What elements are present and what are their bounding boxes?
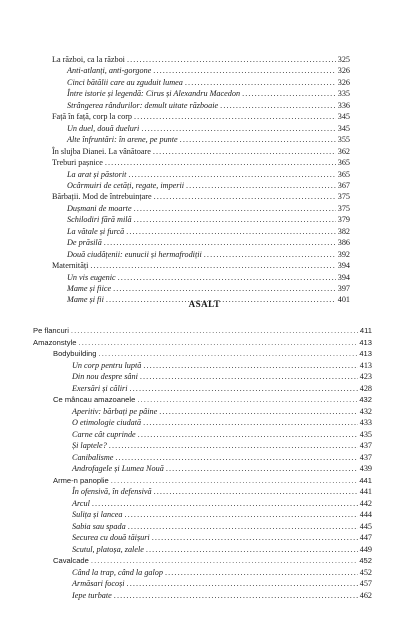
toc-entry[interactable] xyxy=(0,590,409,601)
dot-leader xyxy=(78,337,357,348)
toc-entry-page-number: 401 xyxy=(337,295,350,304)
dot-leader xyxy=(140,371,358,382)
toc-entry-title: Dușmani de moarte xyxy=(67,204,132,213)
dot-leader xyxy=(159,406,357,417)
toc-entry-title: Cinci bătălii care au zguduit lumea xyxy=(67,78,183,87)
toc-entry[interactable] xyxy=(0,429,409,440)
toc-entry-page-number: 423 xyxy=(359,372,372,381)
toc-entry-page-number: 336 xyxy=(337,101,350,110)
toc-entry-page-number: 345 xyxy=(337,112,350,121)
toc-entry[interactable] xyxy=(0,555,409,566)
toc-entry-page-number: 362 xyxy=(337,147,350,156)
dot-leader xyxy=(186,180,336,191)
toc-entry-page-number: 433 xyxy=(359,418,372,427)
toc-entry[interactable] xyxy=(0,567,409,578)
dot-leader xyxy=(134,111,336,122)
toc-entry[interactable] xyxy=(0,521,409,532)
dot-leader xyxy=(143,417,358,428)
toc-entry-title: Securea cu două tăișuri xyxy=(72,533,150,542)
toc-entry-title: Două ciudățenii: eunucii și hermafrodiții xyxy=(67,250,202,259)
toc-entry-title: Față în față, corp la corp xyxy=(52,112,133,121)
dot-leader xyxy=(111,475,358,486)
toc-entry-page-number: 413 xyxy=(359,349,372,358)
toc-entry-page-number: 375 xyxy=(337,192,350,201)
toc-entry[interactable] xyxy=(0,272,409,283)
toc-entry-title: La arat și păstorit xyxy=(67,170,127,179)
toc-entry-page-number: 386 xyxy=(337,238,350,247)
dot-leader xyxy=(128,169,335,180)
toc-entry-page-number: 462 xyxy=(359,591,372,600)
toc-entry[interactable] xyxy=(0,88,409,99)
toc-entry[interactable] xyxy=(0,157,409,168)
toc-entry-page-number: 447 xyxy=(359,533,372,542)
dot-leader xyxy=(105,157,336,168)
toc-entry-title: Ocârmuiri de cetăți, regate, imperii xyxy=(67,181,185,190)
toc-entry[interactable] xyxy=(0,452,409,463)
dot-leader xyxy=(115,452,357,463)
toc-entry-title: Arme-n panoplie xyxy=(53,476,109,485)
toc-entry-title: La vătale și furcă xyxy=(67,227,125,236)
toc-entry[interactable] xyxy=(0,532,409,543)
dot-leader xyxy=(242,88,336,99)
dot-leader xyxy=(152,532,358,543)
toc-entry-page-number: 457 xyxy=(359,579,372,588)
toc-entry-title: În ofensivă, în defensivă xyxy=(72,487,152,496)
dot-leader xyxy=(185,77,336,88)
toc-entry-page-number: 375 xyxy=(337,204,350,213)
dot-leader xyxy=(137,394,357,405)
dot-leader xyxy=(141,123,335,134)
toc-entry-page-number: 355 xyxy=(337,135,350,144)
toc-entry-page-number: 439 xyxy=(359,464,372,473)
toc-entry[interactable] xyxy=(0,283,409,294)
toc-entry-page-number: 432 xyxy=(359,407,372,416)
dot-leader xyxy=(124,509,357,520)
toc-entry-page-number: 449 xyxy=(359,545,372,554)
toc-entry-page-number: 452 xyxy=(359,568,372,577)
dot-leader xyxy=(154,191,336,202)
dot-leader xyxy=(91,555,357,566)
toc-entry[interactable] xyxy=(0,337,409,348)
toc-entry-title: Mame și fiice xyxy=(67,284,112,293)
dot-leader xyxy=(180,134,336,145)
toc-entry-page-number: 365 xyxy=(337,170,350,179)
dot-leader xyxy=(134,214,336,225)
dot-leader xyxy=(143,360,357,371)
dot-leader xyxy=(71,325,358,336)
toc-entry-title: Armăsari focoși xyxy=(72,579,125,588)
dot-leader xyxy=(92,498,358,509)
toc-entry-title: Bodybuilding xyxy=(53,349,97,358)
toc-entry-page-number: 382 xyxy=(337,227,350,236)
toc-entry[interactable] xyxy=(0,509,409,520)
toc-entry-page-number: 367 xyxy=(337,181,350,190)
toc-entry[interactable] xyxy=(0,134,409,145)
toc-entry-page-number: 397 xyxy=(337,284,350,293)
toc-entry[interactable] xyxy=(0,180,409,191)
toc-entry-title: Pe flancuri xyxy=(33,326,69,335)
toc-entry[interactable] xyxy=(0,394,409,405)
toc-entry-title: Carne cât cuprinde xyxy=(72,430,136,439)
toc-entry-title: Arcul xyxy=(72,499,90,508)
toc-entry[interactable] xyxy=(0,417,409,428)
toc-entry[interactable] xyxy=(0,371,409,382)
toc-entry-page-number: 345 xyxy=(337,124,350,133)
toc-entry-page-number: 394 xyxy=(337,273,350,282)
toc-entry-page-number: 428 xyxy=(359,384,372,393)
toc-entry-page-number: 445 xyxy=(359,522,372,531)
toc-entry[interactable] xyxy=(0,325,409,336)
toc-entry-title: La război, ca la război xyxy=(52,55,125,64)
section-heading: ASALT xyxy=(188,299,221,309)
dot-leader xyxy=(109,440,358,451)
dot-leader xyxy=(165,567,358,578)
toc-entry-page-number: 435 xyxy=(359,430,372,439)
dot-leader xyxy=(90,260,335,271)
toc-entry-title: Treburi pașnice xyxy=(52,158,103,167)
toc-entry-title: Amazonstyle xyxy=(33,338,77,347)
toc-entry-title: Maternități xyxy=(52,261,89,270)
toc-entry-page-number: 326 xyxy=(337,66,350,75)
toc-entry-title: Anti-atlanți, anti-gorgone xyxy=(67,66,152,75)
toc-entry[interactable] xyxy=(0,383,409,394)
toc-entry-title: De prăsilă xyxy=(67,238,102,247)
toc-entry-title: Sulița și lancea xyxy=(72,510,123,519)
toc-entry-page-number: 442 xyxy=(359,499,372,508)
toc-entry-title: În slujba Dianei. La vânătoare xyxy=(52,147,151,156)
dot-leader xyxy=(128,521,358,532)
toc-entry-title: Ce mâncau amazoanele xyxy=(53,395,136,404)
toc-entry[interactable] xyxy=(0,475,409,486)
toc-entry-title: Iepe turbate xyxy=(72,591,112,600)
dot-leader xyxy=(130,383,358,394)
toc-entry[interactable] xyxy=(0,237,409,248)
toc-entry-title: Un corp pentru luptă xyxy=(72,361,142,370)
dot-leader xyxy=(138,429,358,440)
dot-leader xyxy=(153,65,335,76)
toc-entry-title: Aperitiv: bărbați pe pâine xyxy=(72,407,158,416)
toc-entry[interactable] xyxy=(0,169,409,180)
toc-entry-page-number: 411 xyxy=(359,326,372,335)
toc-entry-page-number: 437 xyxy=(359,441,372,450)
toc-entry-page-number: 365 xyxy=(337,158,350,167)
toc-entry[interactable] xyxy=(0,440,409,451)
dot-leader xyxy=(204,249,336,260)
toc-entry-page-number: 413 xyxy=(359,338,372,347)
toc-entry-title: Mame și fii xyxy=(67,295,104,304)
dot-leader xyxy=(166,463,358,474)
toc-entry-page-number: 452 xyxy=(359,556,372,565)
toc-entry-page-number: 437 xyxy=(359,453,372,462)
toc-entry[interactable] xyxy=(0,146,409,157)
toc-entry-title: Între istorie și legendă: Cirus și Alexandru Macedon xyxy=(67,89,241,98)
dot-leader xyxy=(118,272,336,283)
toc-entry[interactable] xyxy=(0,123,409,134)
toc-entry-page-number: 325 xyxy=(337,55,350,64)
dot-leader xyxy=(127,578,358,589)
toc-entry[interactable] xyxy=(0,260,409,271)
dot-leader xyxy=(220,100,336,111)
toc-entry-title: Alte înfruntări: în arene, pe punte xyxy=(67,135,178,144)
toc-entry[interactable] xyxy=(0,348,409,359)
dot-leader xyxy=(153,146,336,157)
toc-entry-title: O etimologie ciudată xyxy=(72,418,142,427)
dot-leader xyxy=(134,203,336,214)
toc-entry-title: Androfagele și Lumea Nouă xyxy=(72,464,164,473)
toc-entry-title: Cavalcade xyxy=(53,556,89,565)
toc-entry-title: Când la trap, când la galop xyxy=(72,568,163,577)
toc-entry-page-number: 379 xyxy=(337,215,350,224)
toc-entry[interactable] xyxy=(0,77,409,88)
toc-entry-page-number: 441 xyxy=(359,487,372,496)
toc-entry-page-number: 326 xyxy=(337,78,350,87)
toc-entry[interactable] xyxy=(0,578,409,589)
toc-entry[interactable] xyxy=(0,249,409,260)
toc-entry-title: Scutul, platoșa, zalele xyxy=(72,545,144,554)
dot-leader xyxy=(99,348,358,359)
toc-entry[interactable] xyxy=(0,191,409,202)
toc-entry-page-number: 441 xyxy=(359,476,372,485)
dot-leader xyxy=(114,590,358,601)
dot-leader xyxy=(127,54,336,65)
dot-leader xyxy=(104,237,336,248)
toc-entry-title: Sabia sau spada xyxy=(72,522,126,531)
toc-entry-title: Bărbații. Mod de întrebuințare xyxy=(52,192,152,201)
dot-leader xyxy=(154,486,358,497)
toc-entry-title: Canibalisme xyxy=(72,453,114,462)
toc-entry[interactable] xyxy=(0,544,409,555)
toc-entry-title: Și laptele? xyxy=(72,441,107,450)
toc-entry-title: Exersări și căliri xyxy=(72,384,128,393)
dot-leader xyxy=(113,283,336,294)
toc-entry[interactable] xyxy=(0,203,409,214)
toc-entry[interactable] xyxy=(0,54,409,65)
toc-entry[interactable] xyxy=(0,65,409,76)
toc-entry-page-number: 413 xyxy=(359,361,372,370)
toc-entry-page-number: 335 xyxy=(337,89,350,98)
toc-entry[interactable] xyxy=(0,463,409,474)
toc-entry-title: Un duel, două dueluri xyxy=(67,124,140,133)
toc-entry[interactable] xyxy=(0,360,409,371)
toc-entry[interactable] xyxy=(0,214,409,225)
toc-entry-page-number: 432 xyxy=(359,395,372,404)
toc-entry[interactable] xyxy=(0,226,409,237)
toc-entry-title: Schilodiri fără milă xyxy=(67,215,132,224)
dot-leader xyxy=(126,226,335,237)
toc-entry-title: Strângerea rândurilor: demult uitate războaie xyxy=(67,101,219,110)
toc-entry[interactable] xyxy=(0,406,409,417)
dot-leader xyxy=(146,544,358,555)
toc-entry[interactable] xyxy=(0,486,409,497)
toc-entry[interactable] xyxy=(0,498,409,509)
toc-entry-title: Un vis eugenic xyxy=(67,273,116,282)
toc-entry-page-number: 394 xyxy=(337,261,350,270)
toc-entry-page-number: 444 xyxy=(359,510,372,519)
toc-entry[interactable] xyxy=(0,111,409,122)
toc-entry-title: Din nou despre sâni xyxy=(72,372,138,381)
toc-entry[interactable] xyxy=(0,100,409,111)
toc-entry-page-number: 392 xyxy=(337,250,350,259)
